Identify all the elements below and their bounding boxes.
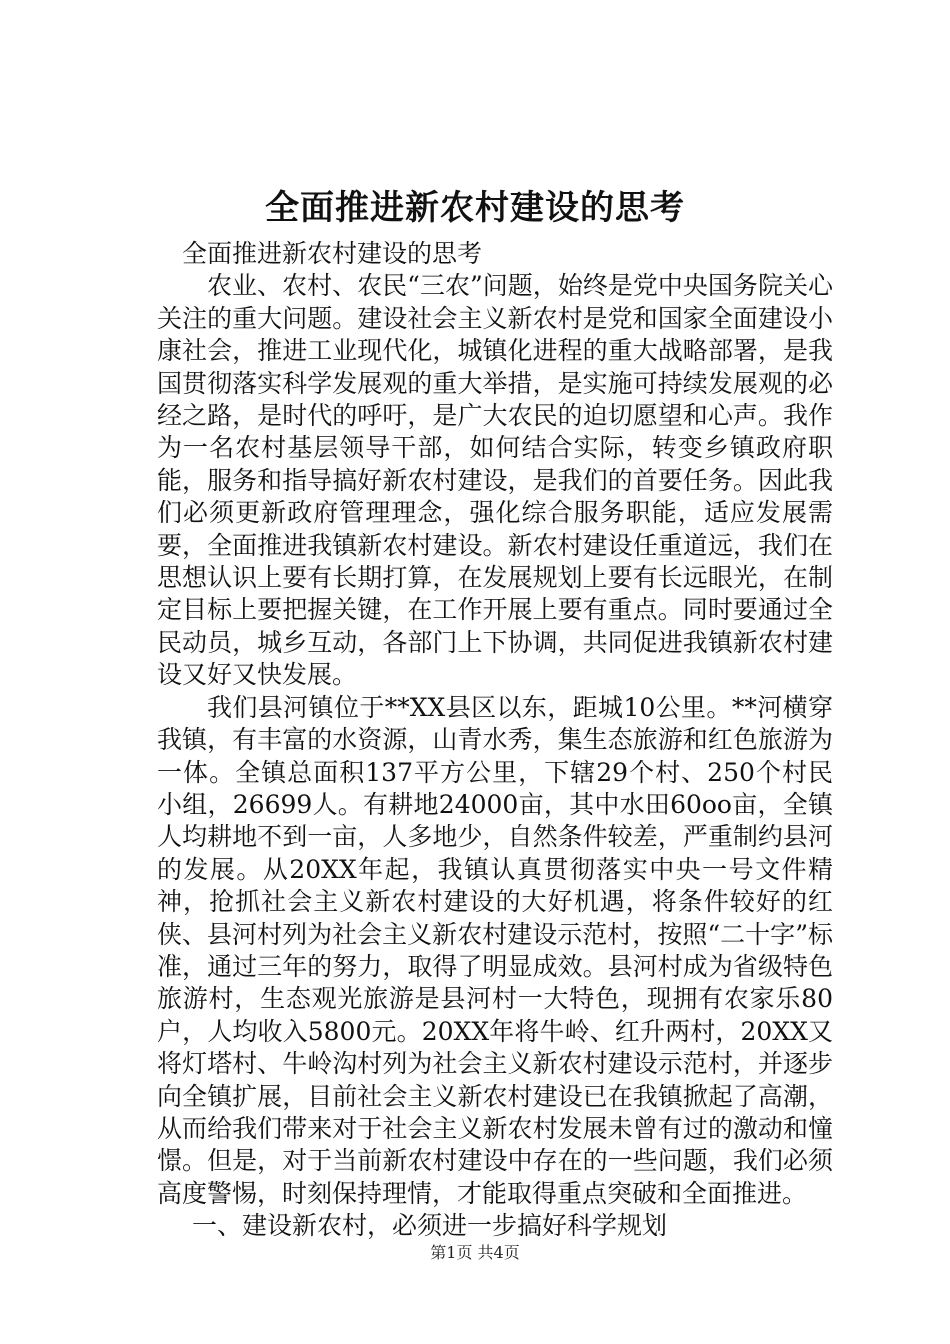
document-body <box>157 238 833 1243</box>
document-title: 全面推进新农村建设的思考 <box>265 188 685 228</box>
section-heading: 一、建设新农村，必须进一步搞好科学规划 <box>192 1211 668 1241</box>
body-paragraph-1: 农业、农村、农民“三农”问题，始终是党中央国务院关心关注的重大问题。建设社会主义新农村是党和国家全面建设小康社会，推进工业现代化，城镇化进程的重大战略部署，是我国贯彻落实科学发展观的重大举措，是实施可持续发展观的必经之路，是时代的呼吁，是广大农民的迫切愿望和心声。我作为一名农村基层领导干部，如何结合实际，转变乡镇政府职能，服务和指导搞好新农村建设，是我们的首要任务。因此我们必须更新政府管理理念，强化综合服务职能，适应发展需要，全面推进我镇新农村建设。新农村建设任重道远，我们在思想认识上要有长期打算，在发展规划上要有长远眼光，在制定目标上要把握关键，在工作开展上要有重点。同时要通过全民动员，城乡互动，各部门上下协调，共同促进我镇新农村建设又好又快发展。 <box>157 271 833 690</box>
document-subtitle: 全面推进新农村建设的思考 <box>182 239 483 268</box>
page-number-footer: 第1页 共4页 <box>430 1243 520 1262</box>
body-paragraph-2: 我们县河镇位于**XX县区以东，距城10公里。**河横穿我镇，有丰富的水资源，山青水秀，集生态旅游和红色旅游为一体。全镇总面积137平方公里，下辖29个村、250个村民小组，26699人。有耕地24000亩，其中水田60oo亩，全镇人均耕地不到一亩，人多地少，自然条件较差，严重制约县河的发展。从20XX年起，我镇认真贯彻落实中央一号文件精神，抢抓社会主义新农村建设的大好机遇，将条件较好的红侠、县河村列为社会主义新农村建设示范村，按照“二十字”标准，通过三年的努力，取得了明显成效。县河村成为省级特色旅游村，生态观光旅游是县河村一大特色，现拥有农家乐80户，人均收入5800元。20XX年将牛岭、红升两村，20XX又将灯塔村、牛岭沟村列为社会主义新农村建设示范村，并逐步向全镇扩展，目前社会主义新农村建设已在我镇掀起了高潮，从而给我们带来对于社会主义新农村发展未曾有过的激动和憧憬。但是，对于当前新农村建设中存在的一些问题，我们必须高度警惕，时刻保持理情，才能取得重点突破和全面推进。 <box>157 692 833 1208</box>
